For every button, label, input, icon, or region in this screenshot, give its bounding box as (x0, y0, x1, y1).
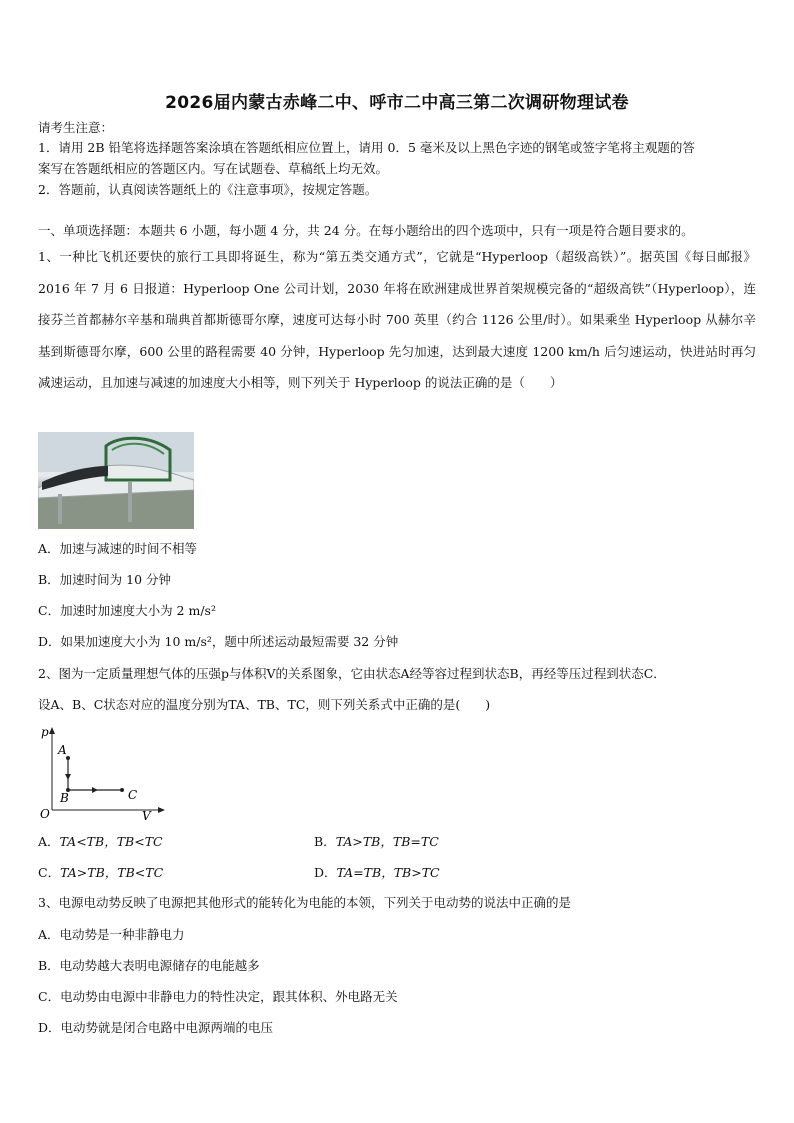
q1-option-a: A．加速与减速的时间不相等 (38, 541, 198, 556)
state-b-label: B (60, 791, 69, 805)
question-2-stem-a: 2、图为一定质量理想气体的压强p与体积V的关系图象，它由状态A经等容过程到状态B，再经等压过程到状态C． (38, 666, 666, 681)
p-axis-label: p (41, 726, 49, 739)
state-c-label: C (128, 788, 138, 802)
notice-item-1a: 1．请用 2B 铅笔将选择题答案涂填在答题纸相应位置上，请用 0．5 毫米及以上黑色字迹的钢笔或签字笔将主观题的答 (38, 140, 695, 155)
q2-option-b-text: TA>TB，TB=TC (335, 834, 439, 849)
q2-option-c-text: TA>TB，TB<TC (60, 865, 164, 880)
q2-option-d (314, 863, 440, 881)
question-2-stem-b: 设A、B、C状态对应的温度分别为TA、TB、TC，则下列关系式中正确的是( ) (38, 697, 491, 712)
question-1-stem: 1、一种比飞机还要快的旅行工具即将诞生，称为“第五类交通方式”，它就是“Hyperloop（超级高铁）”。据英国《每日邮报》2016 年 7 月 6 日报道：Hyperloop One 公司计划，2030 年将在欧洲建成世界首架规模完备的“超级高铁”（Hyperloop），连接芬兰首都赫尔辛基和瑞典首都斯德哥尔摩，速度可达每小时 700 英里（约合 1126 公里/时）。如果乘坐 Hyperloop 从赫尔辛基到斯德哥尔摩，600 公里的路程需要 40 分钟，Hyperloop 先匀加速，达到最大速度 1200 km/h 后匀速运动，快进站时再匀减速运动，且加速与减速的加速度大小相等，则下列关于 Hyperloop 的说法正确的是（ ） (38, 249, 756, 390)
notice-heading: 请考生注意： (38, 120, 114, 135)
q1-option-b: B．加速时间为 10 分钟 (38, 572, 172, 587)
hyperloop-photo (38, 432, 194, 529)
q2-option-b-letter: B． (314, 834, 336, 849)
q2-option-d-text: TA=TB，TB>TC (336, 865, 440, 880)
page-title: 2026届内蒙古赤峰二中、呼市二中高三第二次调研物理试卷 (165, 93, 629, 113)
notice-item-2: 2．答题前，认真阅读答题纸上的《注意事项》，按规定答题。 (38, 182, 378, 197)
q2-option-d-letter: D． (314, 865, 337, 880)
q3-option-c: C．电动势由电源中非静电力的特性决定，跟其体积、外电路无关 (38, 989, 398, 1004)
q2-option-a (38, 832, 163, 850)
notice-item-1b: 案写在答题纸相应的答题区内。写在试题卷、草稿纸上均无效。 (38, 161, 389, 176)
q1-option-d: D．如果加速度大小为 10 m/s²，题中所述运动最短需要 32 分钟 (38, 634, 399, 649)
question-3-stem: 3、电源电动势反映了电源把其他形式的能转化为电能的本领，下列关于电动势的说法中正确的是 (38, 895, 571, 910)
state-a-label: A (58, 743, 67, 757)
origin-label: O (40, 807, 50, 821)
q3-option-b: B．电动势越大表明电源储存的电能越多 (38, 958, 260, 973)
q3-option-d: D．电动势就是闭合电路中电源两端的电压 (38, 1020, 274, 1035)
q2-option-c-letter: C． (38, 865, 61, 880)
q2-option-c (38, 863, 163, 881)
v-axis-label: V (142, 809, 151, 821)
q2-option-a-text: TA<TB，TB<TC (59, 834, 163, 849)
q2-option-b (314, 832, 439, 850)
section-heading: 一、单项选择题：本题共 6 小题，每小题 4 分，共 24 分。在每小题给出的四个选项中，只有一项是符合题目要求的。 (38, 223, 694, 238)
q1-option-c: C．加速时加速度大小为 2 m/s² (38, 603, 216, 618)
pv-diagram (36, 726, 166, 821)
q3-option-a: A．电动势是一种非静电力 (38, 927, 185, 942)
q2-option-a-letter: A． (38, 834, 60, 849)
